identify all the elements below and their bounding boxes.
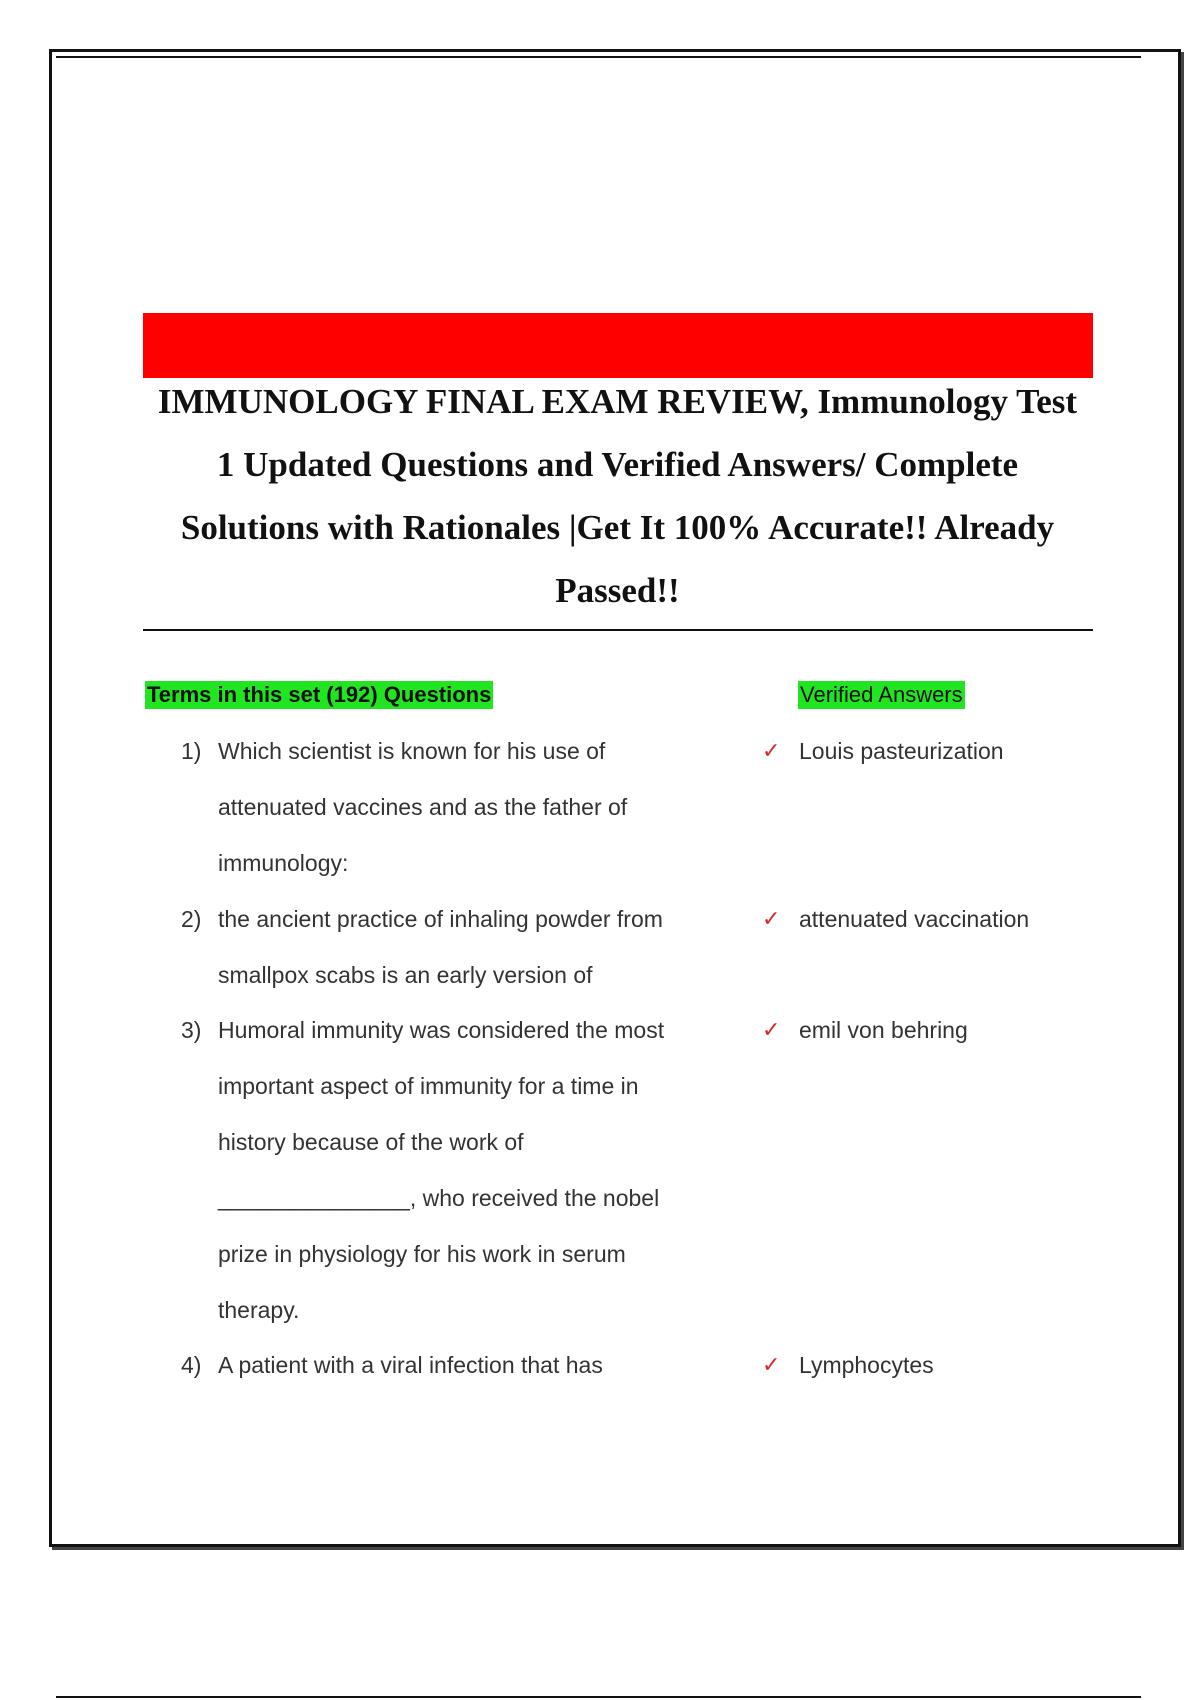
question-text: the ancient practice of inhaling powder from smallpox scabs is an early version of [218, 906, 663, 988]
document-title: IMMUNOLOGY FINAL EXAM REVIEW, Immunology Test 1 Updated Questions and Verified Answers/ Complete Solutions with Rationales |Get It 100% Accurate!! Already Passed!! [157, 382, 1078, 610]
checkmark-icon: ✓ [762, 1017, 781, 1042]
question-text: A patient with a viral infection that has [218, 1352, 603, 1378]
checkmark-icon: ✓ [762, 1352, 781, 1377]
answer-text: attenuated vaccination [799, 906, 1030, 932]
top-divider [56, 56, 1141, 58]
question-number: 3) [181, 1017, 202, 1043]
question-text: Which scientist is known for his use of attenuated vaccines and as the father of immunology: [218, 738, 628, 876]
question-text: Humoral immunity was considered the most important aspect of immunity for a time in history because of the work of _______________, who received the nobel prize in physiology for his work in serum therapy. [218, 1017, 665, 1323]
answer-text: Louis pasteurization [799, 738, 1004, 764]
question-number: 4) [181, 1352, 202, 1378]
question-number: 2) [181, 906, 202, 932]
red-banner [143, 313, 1093, 378]
checkmark-icon: ✓ [762, 738, 781, 763]
answers-heading: Verified Answers [800, 682, 963, 707]
answer-text: emil von behring [799, 1017, 968, 1043]
title-divider [143, 629, 1093, 631]
bottom-divider [56, 1696, 1141, 1698]
answer-text: Lymphocytes [799, 1352, 934, 1378]
checkmark-icon: ✓ [762, 906, 781, 931]
terms-heading: Terms in this set (192) Questions [147, 682, 492, 707]
question-number: 1) [181, 738, 202, 764]
